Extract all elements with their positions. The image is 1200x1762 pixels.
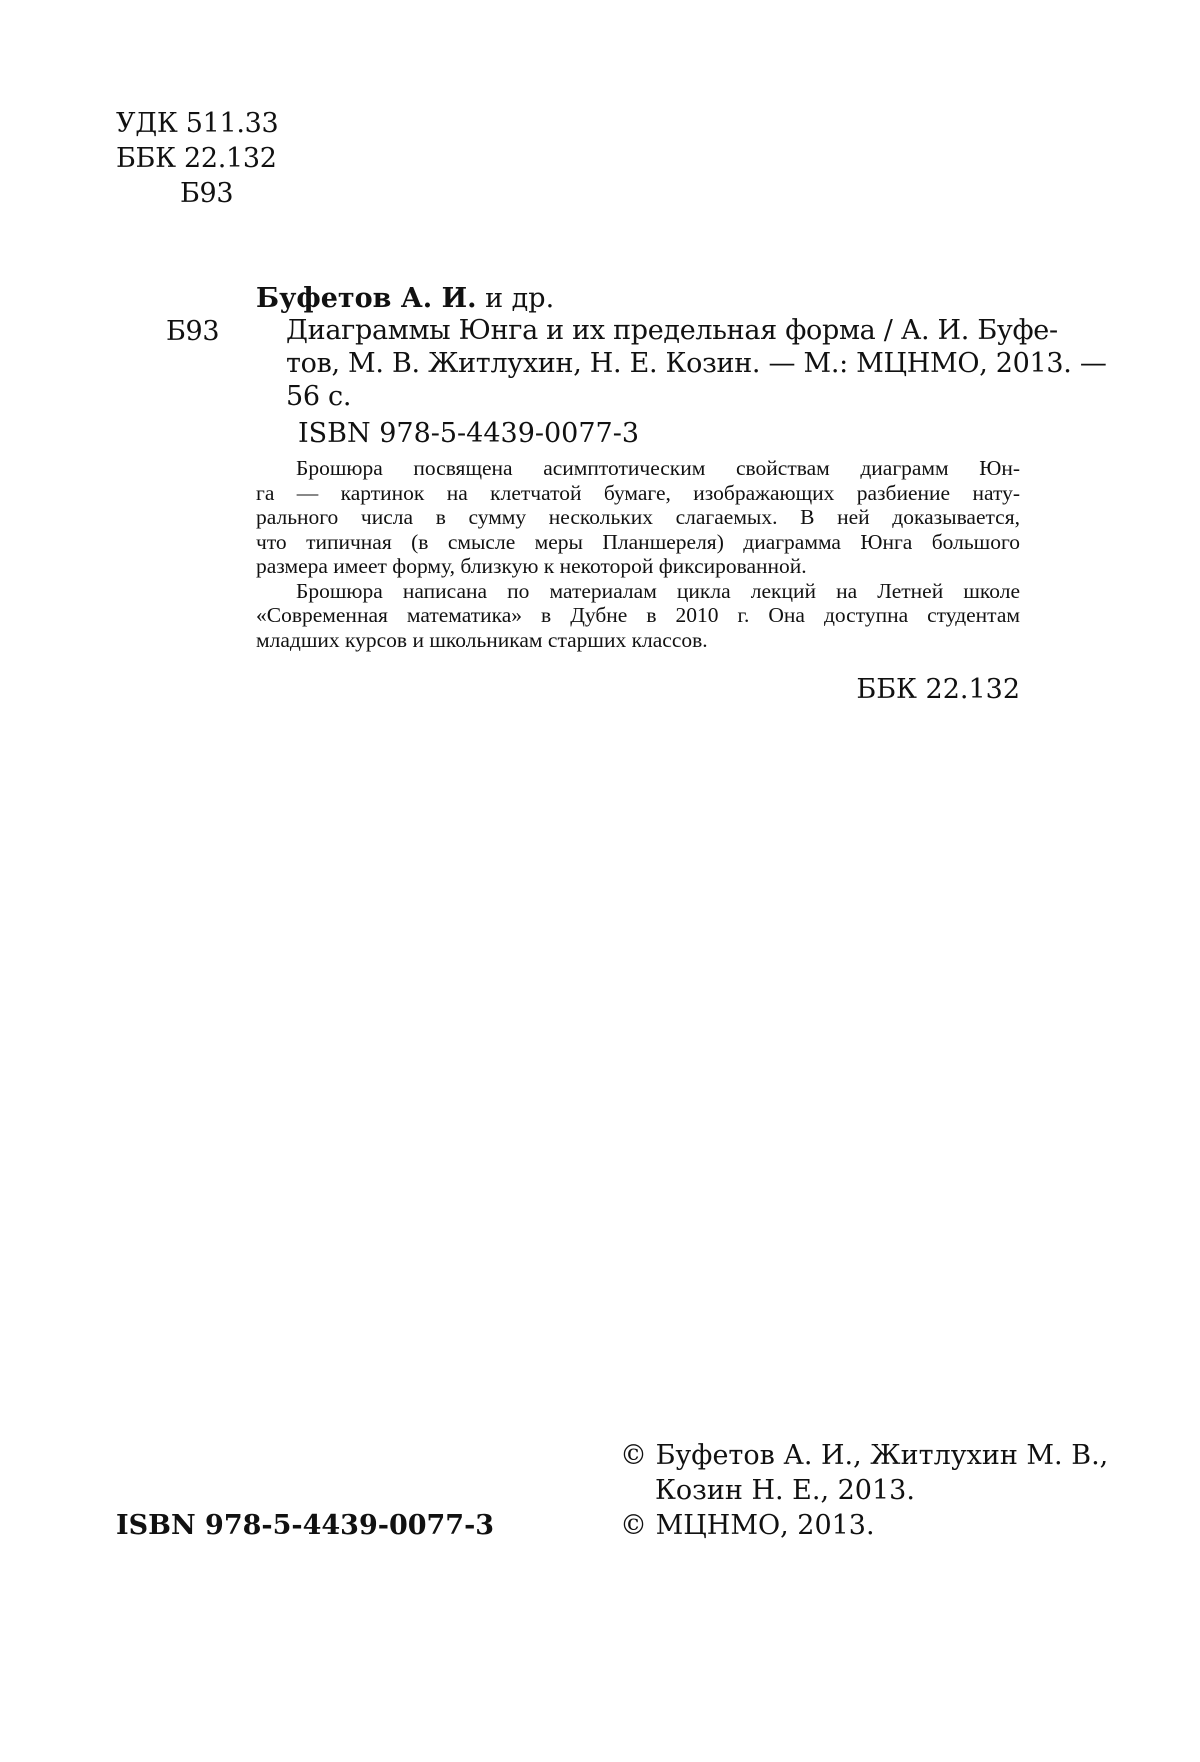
abstract-line: «Современная математика» в Дубне в 2010 г. Она доступна студентам <box>256 603 1020 627</box>
description-line: тов, М. В. Житлухин, Н. Е. Козин. — М.: МЦНМО, 2013. — <box>286 348 1107 379</box>
description-line: Диаграммы Юнга и их предельная форма / А. И. Буфе- <box>286 315 1058 346</box>
abstract-line: Брошюра написана по материалам цикла лекций на Летней школе <box>296 578 1020 603</box>
abstract-line: рального числа в сумму нескольких слагаемых. В ней доказывается, <box>256 505 1020 529</box>
udk-code: УДК 511.33 <box>116 108 279 139</box>
author-name: Буфетов А. И. <box>256 283 477 314</box>
abstract <box>256 456 1020 652</box>
isbn-record: ISBN 978-5-4439-0077-3 <box>298 418 640 449</box>
record-author-mark: Б93 <box>166 316 220 347</box>
abstract-line: Брошюра посвящена асимптотическим свойствам диаграмм Юн- <box>296 456 1020 480</box>
copyright-line: © Буфетов А. И., Житлухин М. В., <box>620 1440 1109 1471</box>
bbk-code: ББК 22.132 <box>116 143 277 174</box>
description-line: 56 с. <box>286 381 352 412</box>
bbk-code-right: ББК 22.132 <box>856 674 1020 705</box>
copyright-line: © МЦНМО, 2013. <box>620 1510 875 1541</box>
abstract-line: что типичная (в смысле меры Планшереля) диаграмма Юнга большого <box>256 529 1020 554</box>
copyright-line: Козин Н. Е., 2013. <box>655 1475 915 1506</box>
isbn-footer: ISBN 978-5-4439-0077-3 <box>116 1510 495 1541</box>
author-etal: и др. <box>485 283 555 314</box>
abstract-line: младших курсов и школьникам старших классов. <box>256 627 708 652</box>
bibliographic-description <box>286 314 1107 413</box>
abstract-line: га — картинок на клетчатой бумаге, изображающих разбиение нату- <box>256 480 1020 505</box>
abstract-line: размера имеет форму, близкую к некоторой фиксированной. <box>256 554 807 578</box>
author-mark: Б93 <box>180 178 234 209</box>
author-line <box>256 281 554 316</box>
